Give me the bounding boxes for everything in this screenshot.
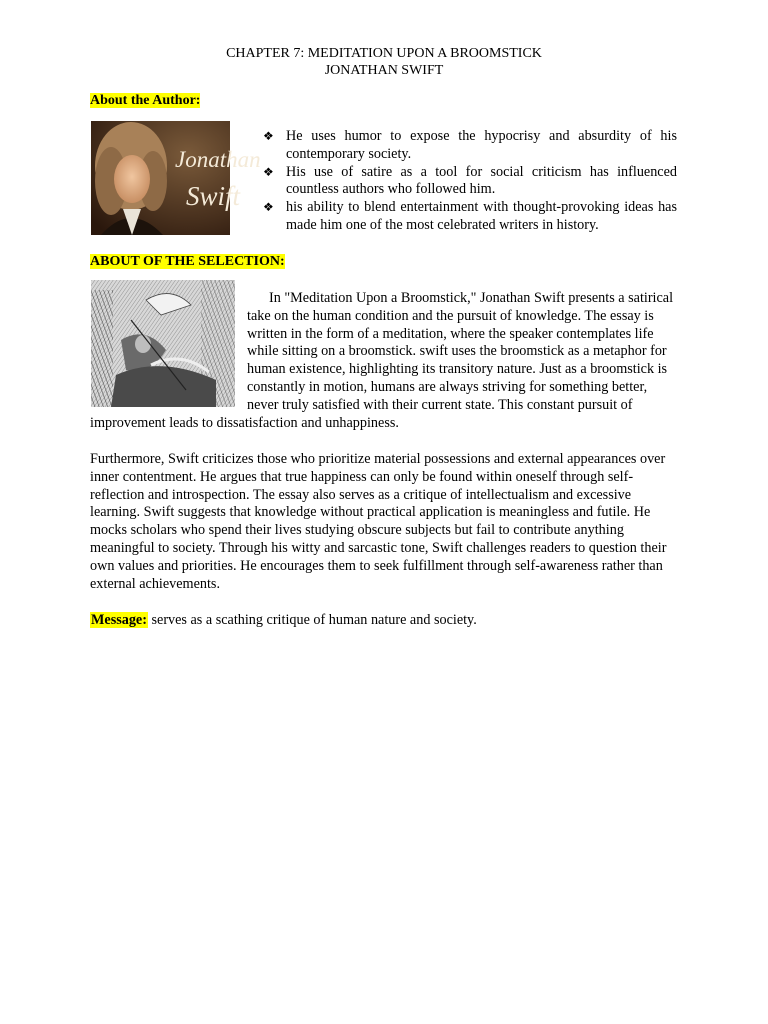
author-fact-text: He uses humor to expose the hypocrisy and absurdity of his contemporary society.: [286, 128, 677, 162]
diamond-bullet-icon: ❖: [263, 164, 274, 179]
about-selection-heading: [90, 253, 285, 271]
title-block: [0, 45, 768, 79]
message-line: [90, 612, 680, 630]
selection-paragraph-1: [90, 290, 680, 432]
author-name: JONATHAN SWIFT: [324, 63, 444, 78]
list-item: [263, 128, 677, 164]
list-item: [263, 164, 677, 200]
author-fact-text: his ability to blend entertainment with thought-provoking ideas has made him one of the most celebrated writers in history.: [286, 199, 677, 233]
selection-paragraph-2: Furthermore, Swift criticizes those who prioritize material possessions and external appearances over inner contentment. He argues that true happiness can only be found within oneself through self-reflection and introspection. The essay also serves as a critique of intellectualism and excessive learning. Swift suggests that knowledge without practical application is meaningless and futile. He mocks scholars who spend their lives studying obscure subjects but fail to contribute anything meaningful to society. Through his witty and sarcastic tone, Swift challenges readers to question their own values and priorities. He encourages them to seek fulfillment through self-awareness rather than external achievements.: [90, 451, 667, 592]
message-text: serves as a scathing critique of human nature and society.: [151, 612, 477, 628]
portrait-caption-line1: Jonathan: [175, 147, 261, 172]
author-fact-text: His use of satire as a tool for social criticism has influenced countless authors who followed him.: [286, 163, 677, 198]
portrait-caption-line2: Swift: [186, 181, 241, 211]
chapter-title: CHAPTER 7: MEDITATION UPON A BROOMSTICK: [226, 46, 542, 61]
diamond-bullet-icon: ❖: [263, 129, 274, 143]
about-author-heading: [90, 92, 200, 110]
author-portrait-image: [91, 121, 261, 235]
author-portrait: [91, 121, 261, 235]
selection-paragraph-1-text: In "Meditation Upon a Broomstick," Jonathan Swift presents a satirical take on the human condition and the pursuit of knowledge. The essay is written in the form of a meditation, where the speaker contemplates life while sitting on a broomstick. swift uses the broomstick as a metaphor for human existence, highlighting its transitory nature. Just as a broomstick is constantly in motion, humans are always striving for something better, never truly satisfied with their current state. This constant pursuit of improvement leads to dissatisfaction and unhappiness.: [90, 290, 674, 431]
about-selection-heading-text: ABOUT OF THE SELECTION:: [90, 254, 285, 269]
about-author-heading-text: About the Author:: [90, 93, 201, 108]
illustration-wrap-spacer: [90, 290, 247, 402]
diamond-bullet-icon: ❖: [263, 200, 274, 215]
list-item: [263, 199, 677, 235]
author-facts-list: [263, 128, 677, 235]
message-label: Message:: [91, 612, 147, 628]
